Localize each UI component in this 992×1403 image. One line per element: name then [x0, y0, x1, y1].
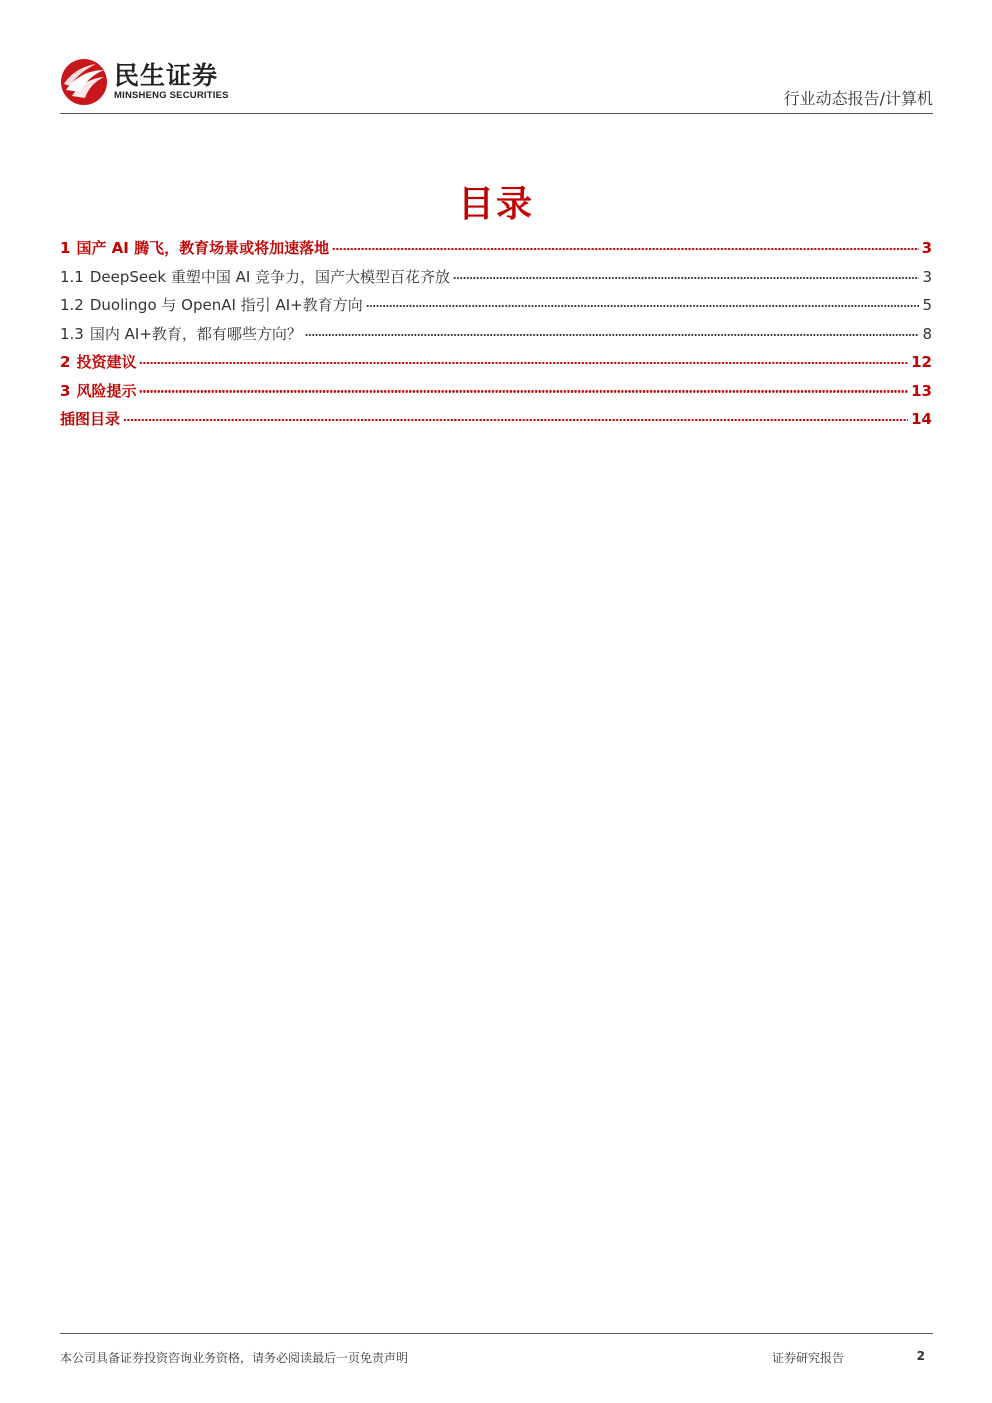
toc-entry-section-1-3[interactable]	[60, 323, 932, 352]
toc-dot-leader	[305, 334, 920, 336]
table-of-contents	[60, 237, 932, 437]
toc-dot-leader	[139, 362, 908, 364]
toc-entry-number: 3	[60, 381, 71, 400]
toc-dot-leader	[453, 277, 919, 279]
toc-entry-number: 1.1	[60, 267, 84, 286]
logo-chinese-name: 民生证券	[114, 61, 219, 90]
toc-entry-section-1[interactable]	[60, 237, 932, 266]
page-title: 目录	[457, 184, 534, 225]
toc-dot-leader	[123, 419, 908, 421]
toc-entry-page: 8	[922, 324, 932, 343]
toc-entry-label: 投资建议	[76, 353, 137, 371]
toc-entry-section-2[interactable]	[60, 351, 932, 380]
minsheng-logo-icon	[60, 58, 108, 106]
toc-dot-leader	[332, 248, 918, 250]
toc-dot-leader	[139, 390, 908, 392]
toc-entry-page: 3	[922, 267, 932, 286]
toc-entry-label: 国产 AI 腾飞，教育场景或将加速落地	[76, 239, 330, 257]
logo-english-name: MINSHENG SECURITIES	[114, 90, 229, 101]
minsheng-logo	[60, 56, 229, 108]
toc-entry-label: 国内 AI+教育，都有哪些方向？	[89, 324, 302, 343]
page-header	[60, 56, 933, 114]
toc-entry-number: 1	[60, 239, 71, 257]
footer-disclaimer: 本公司具备证券投资咨询业务资格，请务必阅读最后一页免责声明	[60, 1351, 409, 1365]
toc-entry-label: 风险提示	[76, 381, 137, 400]
toc-entry-page: 12	[911, 353, 932, 371]
toc-entry-page: 3	[921, 239, 932, 257]
toc-entry-figure-index[interactable]	[60, 408, 932, 437]
toc-entry-page: 5	[922, 296, 932, 314]
header-divider	[60, 113, 933, 114]
report-category: 行业动态报告/计算机	[783, 89, 933, 108]
toc-entry-label: DeepSeek 重塑中国 AI 竞争力，国产大模型百花齐放	[89, 267, 451, 286]
toc-entry-label: 插图目录	[60, 410, 121, 428]
toc-dot-leader	[366, 305, 920, 307]
toc-entry-number: 2	[60, 353, 71, 371]
toc-entry-number: 1.3	[60, 324, 84, 343]
footer-page-number: 2	[916, 1349, 925, 1363]
toc-entry-label: Duolingo 与 OpenAI 指引 AI+教育方向	[89, 296, 363, 314]
page-footer	[60, 1333, 933, 1373]
toc-entry-page: 13	[911, 381, 932, 400]
footer-divider	[60, 1333, 933, 1334]
footer-report-type: 证券研究报告	[772, 1351, 845, 1365]
toc-entry-section-3[interactable]	[60, 380, 932, 409]
toc-entry-number: 1.2	[60, 296, 84, 314]
toc-entry-page: 14	[911, 410, 932, 428]
toc-entry-section-1-2[interactable]	[60, 294, 932, 323]
toc-entry-section-1-1[interactable]	[60, 266, 932, 295]
